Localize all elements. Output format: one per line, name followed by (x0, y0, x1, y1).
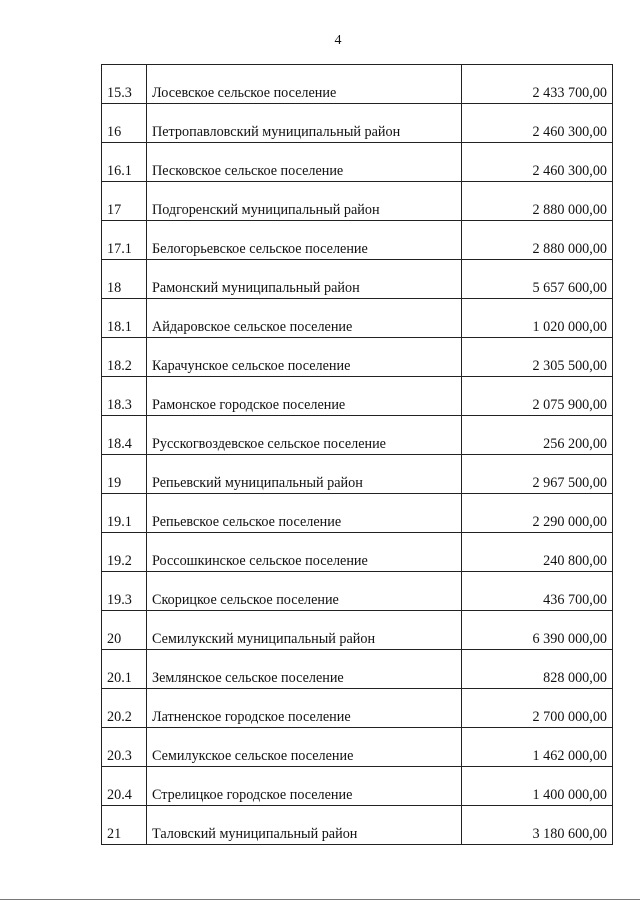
municipality-name: Стрелицкое городское поселение (147, 767, 462, 806)
municipality-name: Песковское сельское поселение (147, 143, 462, 182)
amount-value: 2 305 500,00 (462, 338, 613, 377)
municipality-name: Белогорьевское сельское поселение (147, 221, 462, 260)
table-row (102, 455, 613, 494)
amount-value: 2 880 000,00 (462, 221, 613, 260)
row-number: 19.3 (102, 572, 147, 611)
table-row (102, 221, 613, 260)
row-number: 18.2 (102, 338, 147, 377)
amount-value: 2 700 000,00 (462, 689, 613, 728)
table-row (102, 689, 613, 728)
row-number: 21 (102, 806, 147, 845)
amount-value: 2 290 000,00 (462, 494, 613, 533)
municipality-name: Подгоренский муниципальный район (147, 182, 462, 221)
municipality-name: Репьевское сельское поселение (147, 494, 462, 533)
municipality-name: Рамонский муниципальный район (147, 260, 462, 299)
municipality-name: Петропавловский муниципальный район (147, 104, 462, 143)
amount-value: 2 967 500,00 (462, 455, 613, 494)
row-number: 18.3 (102, 377, 147, 416)
amount-value: 1 020 000,00 (462, 299, 613, 338)
table-row (102, 182, 613, 221)
municipality-name: Скорицкое сельское поселение (147, 572, 462, 611)
municipality-name: Карачунское сельское поселение (147, 338, 462, 377)
amount-value: 2 460 300,00 (462, 143, 613, 182)
table-row (102, 767, 613, 806)
page-number: 4 (334, 33, 342, 48)
amount-value: 2 075 900,00 (462, 377, 613, 416)
table-row (102, 533, 613, 572)
table-row (102, 104, 613, 143)
amount-value: 828 000,00 (462, 650, 613, 689)
municipality-name: Таловский муниципальный район (147, 806, 462, 845)
row-number: 16.1 (102, 143, 147, 182)
municipality-name: Айдаровское сельское поселение (147, 299, 462, 338)
row-number: 20.1 (102, 650, 147, 689)
amount-value: 3 180 600,00 (462, 806, 613, 845)
municipality-name: Семилукское сельское поселение (147, 728, 462, 767)
page-bottom-divider (0, 899, 640, 900)
row-number: 18 (102, 260, 147, 299)
table-row (102, 611, 613, 650)
table-row (102, 143, 613, 182)
municipality-name: Репьевский муниципальный район (147, 455, 462, 494)
table-row (102, 65, 613, 104)
municipality-name: Семилукский муниципальный район (147, 611, 462, 650)
amount-value: 1 462 000,00 (462, 728, 613, 767)
table-row (102, 377, 613, 416)
table-row (102, 260, 613, 299)
municipality-name: Лосевское сельское поселение (147, 65, 462, 104)
amount-value: 5 657 600,00 (462, 260, 613, 299)
row-number: 20.4 (102, 767, 147, 806)
amount-value: 436 700,00 (462, 572, 613, 611)
municipality-name: Латненское городское поселение (147, 689, 462, 728)
table-row (102, 494, 613, 533)
table-row (102, 416, 613, 455)
amount-value: 2 433 700,00 (462, 65, 613, 104)
municipality-name: Россошкинское сельское поселение (147, 533, 462, 572)
amount-value: 1 400 000,00 (462, 767, 613, 806)
amount-value: 6 390 000,00 (462, 611, 613, 650)
row-number: 16 (102, 104, 147, 143)
row-number: 19 (102, 455, 147, 494)
table-body (102, 65, 613, 845)
table-row (102, 338, 613, 377)
table-row (102, 806, 613, 845)
municipality-name: Землянское сельское поселение (147, 650, 462, 689)
amount-value: 240 800,00 (462, 533, 613, 572)
row-number: 19.1 (102, 494, 147, 533)
row-number: 18.1 (102, 299, 147, 338)
amount-value: 2 460 300,00 (462, 104, 613, 143)
row-number: 17 (102, 182, 147, 221)
municipality-name: Рамонское городское поселение (147, 377, 462, 416)
row-number: 18.4 (102, 416, 147, 455)
amount-value: 256 200,00 (462, 416, 613, 455)
row-number: 15.3 (102, 65, 147, 104)
municipality-name: Русскогвоздевское сельское поселение (147, 416, 462, 455)
row-number: 20.3 (102, 728, 147, 767)
budget-table (101, 64, 613, 845)
table-row (102, 572, 613, 611)
row-number: 17.1 (102, 221, 147, 260)
table-row (102, 728, 613, 767)
table-row (102, 299, 613, 338)
row-number: 20.2 (102, 689, 147, 728)
amount-value: 2 880 000,00 (462, 182, 613, 221)
table-row (102, 650, 613, 689)
row-number: 19.2 (102, 533, 147, 572)
row-number: 20 (102, 611, 147, 650)
